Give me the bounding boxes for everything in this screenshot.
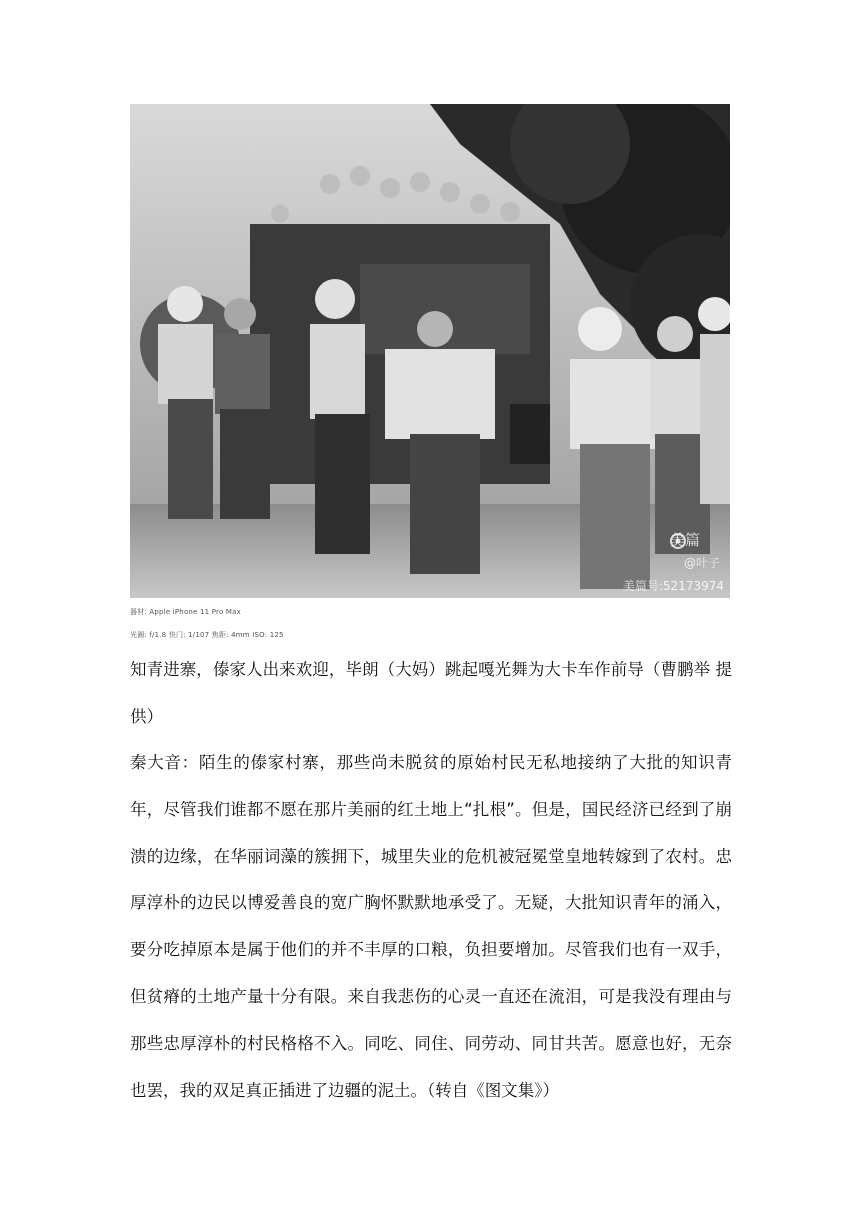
photo-caption: 知青进寨，傣家人出来欢迎，毕朗（大妈）跳起嘎光舞为大卡车作前导（曹鹏举 提供） [130,660,732,726]
watermark-handle: @叶子 [683,556,720,570]
camera-device: 器材: Apple iPhone 11 Pro Max [130,608,241,616]
photo-scene [130,104,730,598]
camera-exposure: 光圈: f/1.8 快门: 1/107 焦距: 4mm ISO: 125 [130,631,284,639]
watermark-brand: 美篇 [669,531,700,549]
historical-photo [130,104,730,598]
watermark-id: 美篇号:52173974 [622,579,724,593]
body-paragraph: 秦大音：陌生的傣家村寨，那些尚未脱贫的原始村民无私地接纳了大批的知识青年，尽管我们谁都不愿在那片美丽的红土地上“扎根”。但是，国民经济已经到了崩溃的边缘，在华丽词藻的簇拥下，城里失业的危机被冠冕堂皇地转嫁到了农村。忠厚淳朴的边民以博爱善良的宽广胸怀默默地承受了。无疑，大批知识青年的涌入，要分吃掉原本是属于他们的并不丰厚的口粮，负担要增加。尽管我们也有一双手，但贫瘠的土地产量十分有限。来自我悲伤的心灵一直还在流泪，可是我没有理由与那些忠厚淳朴的村民格格不入。同吃、同住、同劳动、同甘共苦。愿意也好，无奈也罢，我的双足真正插进了边疆的泥土。（转自《图文集》） [130,753,732,1100]
